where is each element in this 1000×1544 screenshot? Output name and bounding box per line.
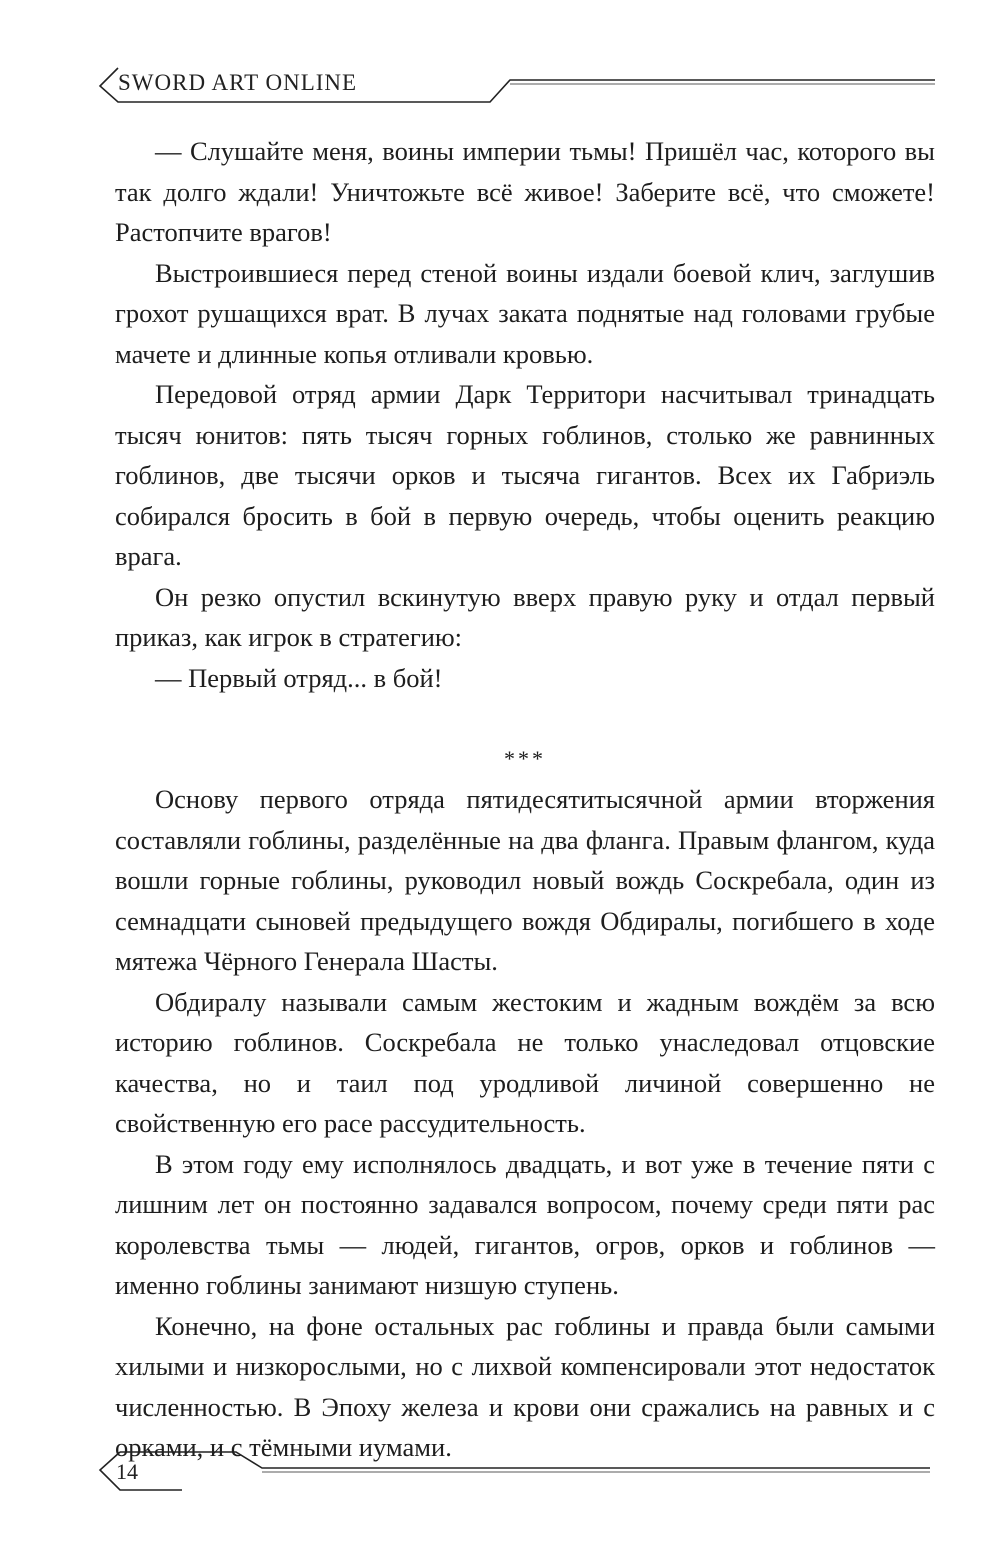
footer-ornament [0,1450,1000,1510]
paragraph: В этом году ему исполнялось двадцать, и вот уже в течение пяти с лишним лет он постоянно задавался вопросом, почему среди пяти рас королевства тьмы — людей, гигантов, огров, орков и гоблинов — именно гоблины занимают низшую ступень. [115,1148,935,1300]
paragraph: Конечно, на фоне остальных рас гоблины и правда были самыми хилыми и низкорослыми, но с лихвой компенсировали этот недостаток численностью. В Эпоху железа и крови они сражались на равных и с орками, и с тёмными иумами. [115,1310,935,1462]
paragraph: — Первый отряд... в бой! [155,662,443,693]
main-text [115,131,935,1468]
page-number: 14 [116,1459,138,1484]
paragraph: Основу первого отряда пятидесятитысячной армии вторжения составляли гоблины, разделённые на два фланга. Правым флангом, куда вошли горные гоблины, руководил новый вождь Соскребала, один из семнадцати сыновей предыдущего вождя Обдиралы, погибшего в ходе мятежа Чёрного Генерала Шасты. [115,784,935,976]
paragraph: Передовой отряд армии Дарк Территори насчитывал тринадцать тысяч юнитов: пять тысяч горных гоблинов, столько же равнинных гоблинов, две тысячи орков и тысяча гигантов. Всех их Габриэль собирался бросить в бой в первую очередь, чтобы оценить реакцию врага. [115,379,935,571]
paragraph: Он резко опустил вскинутую вверх правую руку и отдал первый приказ, как игрок в стратегию: [115,581,935,652]
footer-bracket [100,1452,182,1490]
paragraph: — Слушайте меня, воины империи тьмы! Пришёл час, которого вы так долго ждали! Уничтожьте всё живое! Заберите всё, что сможете! Растопчите врагов! [115,136,935,247]
paragraph: Обдиралу называли самым жестоким и жадным вождём за всю историю гоблинов. Соскребала не только унаследовал отцовские качества, но и таил под уродливой личиной совершенно не свойственную его расе рассудительность. [115,986,935,1138]
paragraph: Выстроившиеся перед стеной воины издали боевой клич, заглушив грохот рушащихся врат. В лучах заката поднятые над головами грубые мачете и длинные копья отливали кровью. [115,257,935,369]
footer-rule-top [120,1452,930,1468]
running-header-title: SWORD ART ONLINE [118,70,358,95]
scene-break: *** [504,745,546,771]
